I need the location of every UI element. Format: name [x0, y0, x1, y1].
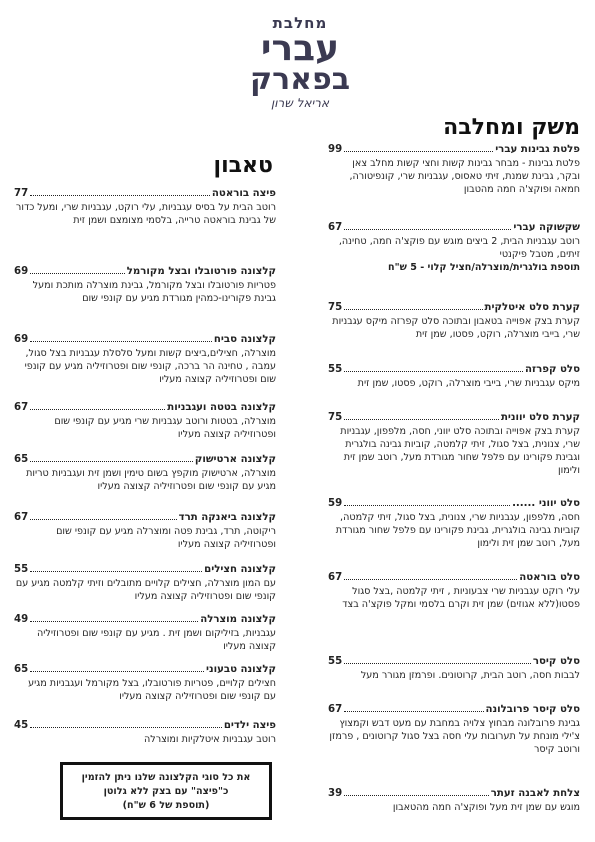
dot-leader — [344, 419, 499, 420]
item-name: סלט יווני ...... — [512, 498, 580, 509]
dot-leader — [344, 795, 489, 796]
item-description: קערת בצק אפוייה ובתוכה סלט יווני, חסה, מלפפון, עגבניות שרי, צנונית, בצל סגול, זיתי קלמטה, קוביות גבינה בולגרית וגבינת פקורינו עם פלפל שחור מגורדת מעל, רוטב שמן זית ולימון — [340, 426, 580, 476]
dot-leader — [344, 505, 510, 506]
dot-leader — [344, 371, 523, 372]
logo-line-1: מחלבת — [272, 14, 328, 32]
menu-item — [14, 614, 276, 653]
menu-item — [328, 144, 580, 196]
left-column — [14, 188, 276, 758]
item-price: 75 — [328, 412, 343, 423]
item-price: 75 — [328, 302, 343, 313]
item-price: 67 — [14, 512, 29, 523]
dot-leader — [344, 579, 517, 580]
item-price: 49 — [14, 614, 29, 625]
item-name: סלט בוראטה — [519, 572, 580, 583]
item-description: מוגש עם שמן זית מעל ופוקצ'ה חמה מהטאבון — [392, 802, 580, 813]
item-price: 59 — [328, 498, 343, 509]
right-column — [328, 144, 580, 834]
dot-leader — [30, 671, 204, 672]
menu-item — [14, 266, 276, 305]
item-description: עם המון מוצרלה, חצילים קלויים מתובלים וזיתי קלמטה מגיע עם קונפי שום ופטרוזיליה קצוצה מעליו — [15, 578, 276, 602]
logo-signature: אריאל שרון — [271, 96, 329, 110]
left-section-heading: טאבון — [213, 153, 273, 178]
item-name: קערת סלט איטלקית — [484, 302, 580, 313]
dot-leader — [344, 663, 531, 664]
menu-item — [14, 454, 276, 493]
item-description: מיקס עגבניות שרי, בייבי מוצרלה, רוקט, פסטו, שמן זית — [357, 378, 580, 389]
logo — [240, 14, 360, 110]
item-name: קלצונה סביח — [213, 334, 276, 345]
item-description: רוטב הבית על בסיס עגבניות, עלי רוקט, עגבניות שרי, ומעל כדור של גבינת בוראטה טרייה, בלסמי מצומצם ושמן זית — [15, 202, 276, 226]
menu-item — [14, 334, 276, 386]
item-name: שקשוקה עברי — [513, 222, 580, 233]
menu-item — [328, 498, 580, 550]
dot-leader — [30, 409, 165, 410]
item-extra: תוספת בולגרית/מוצרלה/חציל קלוי - 5 ש"ח — [387, 262, 580, 273]
item-price: 55 — [328, 656, 343, 667]
item-name: קלצונה ארטישוק — [194, 454, 276, 465]
item-price: 67 — [328, 222, 343, 233]
menu-item — [14, 188, 276, 227]
menu-item — [328, 656, 580, 682]
note-line-1: את כל סוגי הקלצונה שלנו ניתן להזמין — [81, 772, 251, 783]
dot-leader — [30, 461, 193, 462]
item-description: פטריות פורטובלו ובצל מקורמל, גבינת מוצרלה מותכת ומעל גבינת פקורינו-כמהין מגורדת מגיע עם קונפי שום — [32, 280, 276, 304]
item-price: 65 — [14, 664, 29, 675]
menu-item — [328, 788, 580, 814]
item-name: קלצונה בטטה ועגבניות — [167, 402, 276, 413]
item-price: 55 — [14, 564, 29, 575]
item-name: פיצה בוראטה — [211, 188, 276, 199]
item-price: 77 — [14, 188, 29, 199]
item-name: קלצונה חצילים — [204, 564, 276, 575]
item-price: 55 — [328, 364, 343, 375]
menu-item — [328, 704, 580, 756]
item-price: 67 — [328, 704, 343, 715]
item-name: סלט קפרזה — [525, 364, 580, 375]
item-name: סלט קיסר פרובלונה — [485, 704, 580, 715]
logo-line-2: עברי — [260, 28, 340, 69]
item-description: מוצרלה, ארטישוק מוקפץ בשום טימין ושמן זית ועגבניות טריות מגיע עם קונפי שום ופטרוזיליה קצוצה מעליו — [26, 468, 276, 492]
menu-item — [14, 402, 276, 441]
dot-leader — [30, 519, 176, 520]
item-description: עלי רוקט עגבניות שרי צבעוניות , זיתי קלמטה ,בצל סגול פסטו(ללא אגוזים) שמן זית וקרם בלסמי ומקל פוקצ'ה בצד — [342, 586, 580, 610]
menu-item — [328, 572, 580, 611]
item-description: רוטב עגבניות הבית, 2 ביצים מוגש עם פוקצ'ה חמה, טחינה, זיתים, מטבל פיקנטי — [338, 236, 580, 260]
note-line-3: (תוספת של 6 ש"ח) — [122, 800, 210, 811]
menu-item — [14, 564, 276, 603]
dot-leader — [344, 229, 511, 230]
dot-leader — [30, 727, 222, 728]
item-description: חצילים קלויים, פטריות פורטובלו, בצל מקורמל ועגבניות מגיע עם קונפי שום ופטרוזיליה קצוצה מעליו — [28, 678, 276, 702]
item-price: 39 — [328, 788, 343, 799]
item-name: קלצונה פורטובלו ובצל מקורמל — [126, 266, 276, 277]
item-description: ריקוטה, תרד, גבינת פטה ומוצרלה מגיע עם קונפי שום ופטרוזיליה קצוצה מעליו — [56, 526, 276, 550]
item-name: צלחת לאבנה זעתר — [490, 788, 580, 799]
menu-item — [328, 412, 580, 477]
item-name: פיצה ילדים — [223, 720, 276, 731]
dot-leader — [30, 195, 210, 196]
gluten-free-note — [60, 762, 272, 820]
dot-leader — [344, 309, 482, 310]
item-description: רוטב עגבניות איטלקיות ומוצרלה — [143, 734, 276, 745]
note-line-2: כ"פיצה" עם בצק ללא גלוטן — [103, 786, 229, 797]
dot-leader — [30, 621, 198, 622]
item-price: 69 — [14, 266, 29, 277]
menu-item — [328, 222, 580, 273]
item-name: פלטת גבינות עברי — [495, 144, 580, 155]
item-description: פלטת גבינות - מבחר גבינות קשות וחצי קשות מחלב צאן ובקר, גבינת שמנת, זיתי טאסוס, עגבניות שרי, קונפיטורה, חמאה ופוקצ'ה חמה מהטבון — [349, 158, 580, 195]
item-name: קערת סלט יוונית — [500, 412, 580, 423]
item-name: קלצונה ביאנקה תרד — [178, 512, 276, 523]
item-description: עגבניות, בזיליקום ושמן זית . מגיע עם קונפי שום ופטרוזיליה קצוצה מעליו — [36, 628, 276, 652]
dot-leader — [30, 571, 202, 572]
item-price: 67 — [14, 402, 29, 413]
item-description: מוצרלה, בטטות ורוטב עגבניות שרי מגיע עם קונפי שום ופטרוזיליה קצוצה מעליו — [54, 416, 276, 440]
item-name: סלט קיסר — [532, 656, 580, 667]
menu-item — [14, 664, 276, 703]
item-description: מוצרלה, חצילים,ביצים קשות ומעל סלסלת עגבניות בצל סגול, עמבה , טחינה הר ברכה, קונפי שום ופטרוזיליה מגיע עם קונפי שום ופטרוזיליה קצוצה מעליו — [24, 348, 276, 385]
item-description: גבינת פרובלונה מבחוץ צלויה במחבת עם מעט דבש וקמצוץ צ'ילי מונחת על תערובות עלי חסה בצל סגול קרוטונים , פרמזן ורוטב קיסר — [329, 718, 580, 755]
logo-line-3: בפארק — [249, 62, 351, 97]
menu-item — [14, 720, 276, 746]
item-name: קלצונה מוצרלה — [200, 614, 276, 625]
dot-leader — [30, 341, 212, 342]
item-price: 67 — [328, 572, 343, 583]
menu-item — [328, 364, 580, 390]
menu-item — [328, 302, 580, 341]
dot-leader — [344, 711, 483, 712]
item-description: לבבות חסה, רוטב הבית, קרוטונים. ופרמזן מגורר מעל — [360, 670, 580, 681]
dot-leader — [344, 151, 493, 152]
item-price: 65 — [14, 454, 29, 465]
item-price: 45 — [14, 720, 29, 731]
item-price: 69 — [14, 334, 29, 345]
menu-item — [14, 512, 276, 551]
item-description: קערת בצק אפוייה בטאבון ובתוכה סלט קפרזה מיקס עגבניות שרי, בייבי מוצרלה, רוקט, פסטו, שמן זית — [332, 316, 580, 340]
dot-leader — [30, 273, 125, 274]
item-name: קלצונה טבעוני — [205, 664, 276, 675]
item-description: חסה, מלפפון, עגבניות שרי, צנונית, בצל סגול, זיתי קלמטה, קוביות גבינה בולגרית, גבינת פקורינו עם פלפל שחור מגורדת מעל, רוטב שמן זית ולימון — [335, 512, 580, 549]
right-section-heading: משק ומחלבה — [443, 115, 580, 140]
item-price: 99 — [328, 144, 343, 155]
